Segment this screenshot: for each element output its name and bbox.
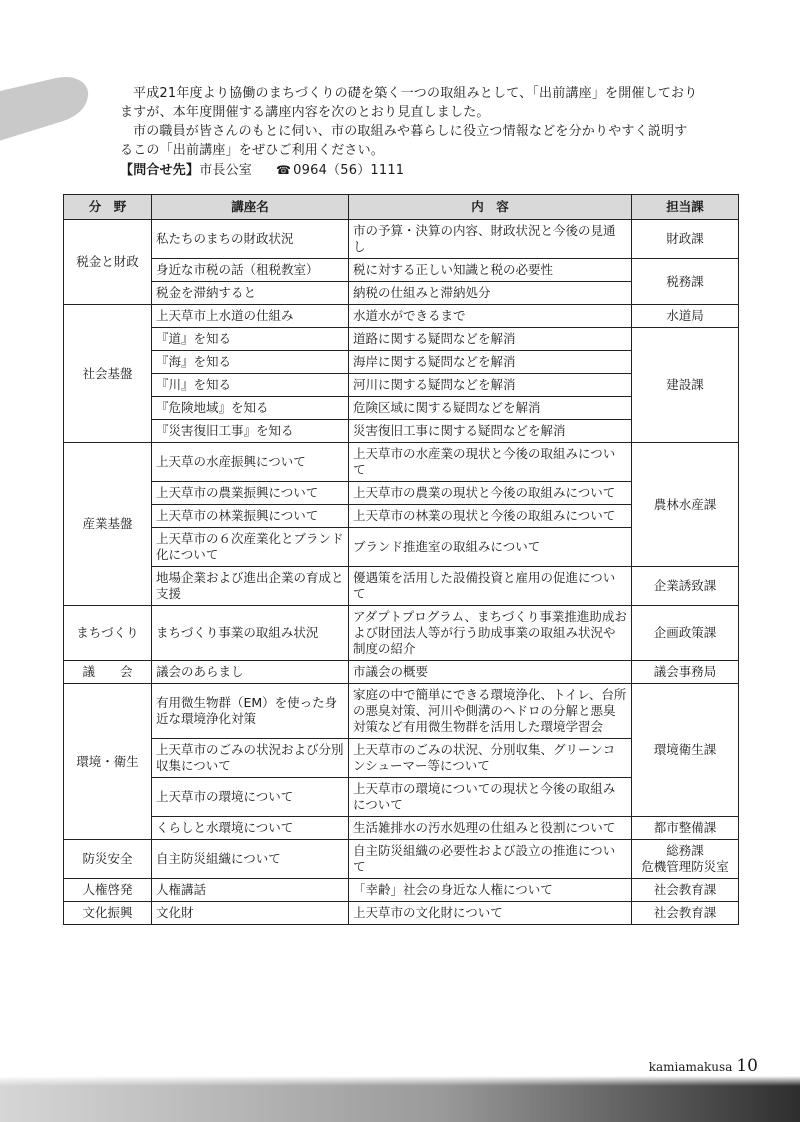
field-cell: 議 会 — [64, 661, 152, 684]
lecture-title-cell: 『川』を知る — [152, 374, 349, 397]
table-row — [64, 902, 739, 925]
department-cell — [632, 220, 739, 259]
lecture-content-cell: 優遇策を活用した設備投資と雇用の促進について — [349, 567, 632, 606]
lecture-content-cell: 税に対する正しい知識と税の必要性 — [349, 259, 632, 282]
lecture-title-cell: 身近な市税の話（租税教室） — [152, 259, 349, 282]
lecture-content-cell: 道路に関する疑問などを解消 — [349, 328, 632, 351]
department-name: 社会教育課 — [653, 905, 717, 920]
table-row — [64, 259, 739, 282]
lecture-content-cell: 危険区域に関する疑問などを解消 — [349, 397, 632, 420]
department-name: 環境衛生課 — [653, 742, 717, 757]
department-name: 建設課 — [666, 377, 704, 392]
lecture-title-cell: 『海』を知る — [152, 351, 349, 374]
lecture-title-cell: 『危険地域』を知る — [152, 397, 349, 420]
lecture-content-cell: 上天草市のごみの状況、分別収集、グリーンコンシューマー等について — [349, 739, 632, 778]
lecture-title-cell: 人権講話 — [152, 879, 349, 902]
lecture-content-cell: 家庭の中で簡単にできる環境浄化、トイレ、台所の悪臭対策、河川や側溝のヘドロの分解と悪臭対策など有用微生物群を活用した環境学習会 — [349, 684, 632, 739]
department-cell — [632, 606, 739, 661]
department-cell — [632, 661, 739, 684]
contact-label: 【問合せ先】 — [120, 163, 200, 178]
table-row — [64, 817, 739, 840]
lecture-title-cell: 上天草市の６次産業化とブランド化について — [152, 528, 349, 567]
department-cell — [632, 817, 739, 840]
field-cell: 産業基盤 — [64, 443, 152, 606]
department-name: 水道局 — [666, 308, 704, 323]
department-name: 企業誘致課 — [653, 578, 717, 593]
table-row — [64, 220, 739, 259]
intro-paragraph-1: 平成21年度より協働のまちづくりの礎を築く一つの取組みとして、「出前講座」を開催しておりますが、本年度開催する講座内容を次のとおり見直しました。 — [120, 86, 698, 120]
lecture-content-cell: 「幸齢」社会の身近な人権について — [349, 879, 632, 902]
department-name: 税務課 — [666, 273, 704, 289]
lecture-title-cell: 私たちのまちの財政状況 — [152, 220, 349, 259]
decorative-swoosh — [0, 72, 100, 150]
field-cell: 環境・衛生 — [64, 684, 152, 840]
table-row — [64, 606, 739, 661]
department-cell — [632, 567, 739, 606]
lecture-content-cell: 上天草市の環境についての現状と今後の取組みについて — [349, 778, 632, 817]
department-name: 総務課 — [666, 843, 704, 858]
lecture-content-cell: 自主防災組織の必要性および設立の推進について — [349, 840, 632, 879]
field-cell: 税金と財政 — [64, 220, 152, 305]
lecture-title-cell: 上天草市の林業振興について — [152, 505, 349, 528]
lecture-title-cell: まちづくり事業の取組み状況 — [152, 606, 349, 661]
page-number: 10 — [736, 1056, 758, 1076]
lecture-content-cell: 災害復旧工事に関する疑問などを解消 — [349, 420, 632, 443]
department-cell — [632, 305, 739, 328]
footer-gradient-bar — [0, 1076, 800, 1122]
lecture-title-cell: 上天草市上水道の仕組み — [152, 305, 349, 328]
lecture-title-cell: 税金を滞納すると — [152, 282, 349, 305]
department-cell — [632, 684, 739, 817]
contact-info — [120, 161, 700, 180]
lecture-content-cell: 水道水ができるまで — [349, 305, 632, 328]
lecture-content-cell: 生活雑排水の汚水処理の仕組みと役割について — [349, 817, 632, 840]
lecture-content-cell: 市の予算・決算の内容、財政状況と今後の見通し — [349, 220, 632, 259]
lecture-title-cell: 文化財 — [152, 902, 349, 925]
lecture-content-cell: 納税の仕組みと滞納処分 — [349, 282, 632, 305]
lecture-content-cell: アダプトプログラム、まちづくり事業推進助成および財団法人等が行う助成事業の取組み状況や制度の紹介 — [349, 606, 632, 661]
lecture-content-cell: 海岸に関する疑問などを解消 — [349, 351, 632, 374]
lecture-title-cell: 上天草市の環境について — [152, 778, 349, 817]
department-name: 企画政策課 — [653, 625, 717, 640]
lecture-title-cell: 有用微生物群（EM）を使った身近な環境浄化対策 — [152, 684, 349, 739]
table-row — [64, 661, 739, 684]
lecture-title-cell: 『道』を知る — [152, 328, 349, 351]
table-row — [64, 840, 739, 879]
department-cell — [632, 259, 739, 305]
lecture-title-cell: 議会のあらまし — [152, 661, 349, 684]
field-cell: 文化振興 — [64, 902, 152, 925]
table-header-row — [64, 195, 739, 220]
lecture-content-cell: 上天草市の水産業の現状と今後の取組みについて — [349, 443, 632, 482]
header-field: 分 野 — [64, 195, 152, 220]
lecture-title-cell: 『災害復旧工事』を知る — [152, 420, 349, 443]
telephone-icon: ☎ — [276, 163, 292, 177]
header-title: 講座名 — [152, 195, 349, 220]
table-row — [64, 684, 739, 739]
lecture-content-cell: 上天草市の文化財について — [349, 902, 632, 925]
lecture-content-cell: 上天草市の林業の現状と今後の取組みについて — [349, 505, 632, 528]
lecture-title-cell: 上天草市のごみの状況および分別収集について — [152, 739, 349, 778]
lecture-title-cell: 上天草の水産振興について — [152, 443, 349, 482]
lecture-content-cell: ブランド推進室の取組みについて — [349, 528, 632, 567]
field-cell: 人権啓発 — [64, 879, 152, 902]
table-row — [64, 305, 739, 328]
lecture-title-cell: 自主防災組織について — [152, 840, 349, 879]
lecture-title-cell: 地場企業および進出企業の育成と支援 — [152, 567, 349, 606]
department-name: 危機管理防災室 — [641, 859, 729, 874]
header-dept: 担当課 — [632, 195, 739, 220]
intro-section — [120, 84, 700, 180]
department-cell — [632, 902, 739, 925]
department-cell — [632, 443, 739, 567]
field-cell: まちづくり — [64, 606, 152, 661]
table-row — [64, 879, 739, 902]
header-content: 内 容 — [349, 195, 632, 220]
table-row — [64, 328, 739, 351]
lecture-content-cell: 河川に関する疑問などを解消 — [349, 374, 632, 397]
department-cell — [632, 328, 739, 443]
footer-site-name: kamiamakusa — [648, 1060, 733, 1074]
lecture-content-cell: 市議会の概要 — [349, 661, 632, 684]
table-body — [64, 220, 739, 925]
lecture-title-cell: 上天草市の農業振興について — [152, 482, 349, 505]
department-name: 議会事務局 — [653, 664, 717, 679]
footer-page-label — [649, 1056, 758, 1076]
department-name: 都市整備課 — [653, 820, 717, 835]
table-row — [64, 567, 739, 606]
lecture-table — [63, 194, 739, 925]
department-cell — [632, 879, 739, 902]
field-cell: 社会基盤 — [64, 305, 152, 443]
contact-phone: 0964（56）1111 — [293, 163, 405, 178]
field-cell: 防災安全 — [64, 840, 152, 879]
lecture-content-cell: 上天草市の農業の現状と今後の取組みについて — [349, 482, 632, 505]
table-row — [64, 443, 739, 482]
intro-paragraph-2: 市の職員が皆さんのもとに伺い、市の取組みや暮らしに役立つ情報などを分かりやすく説明するこの「出前講座」をぜひご利用ください。 — [120, 124, 688, 158]
department-name: 社会教育課 — [653, 882, 717, 897]
lecture-title-cell: くらしと水環境について — [152, 817, 349, 840]
department-name: 財政課 — [666, 231, 704, 246]
contact-office: 市長公室 — [199, 163, 253, 178]
department-cell — [632, 840, 739, 879]
department-name: 農林水産課 — [653, 496, 717, 512]
